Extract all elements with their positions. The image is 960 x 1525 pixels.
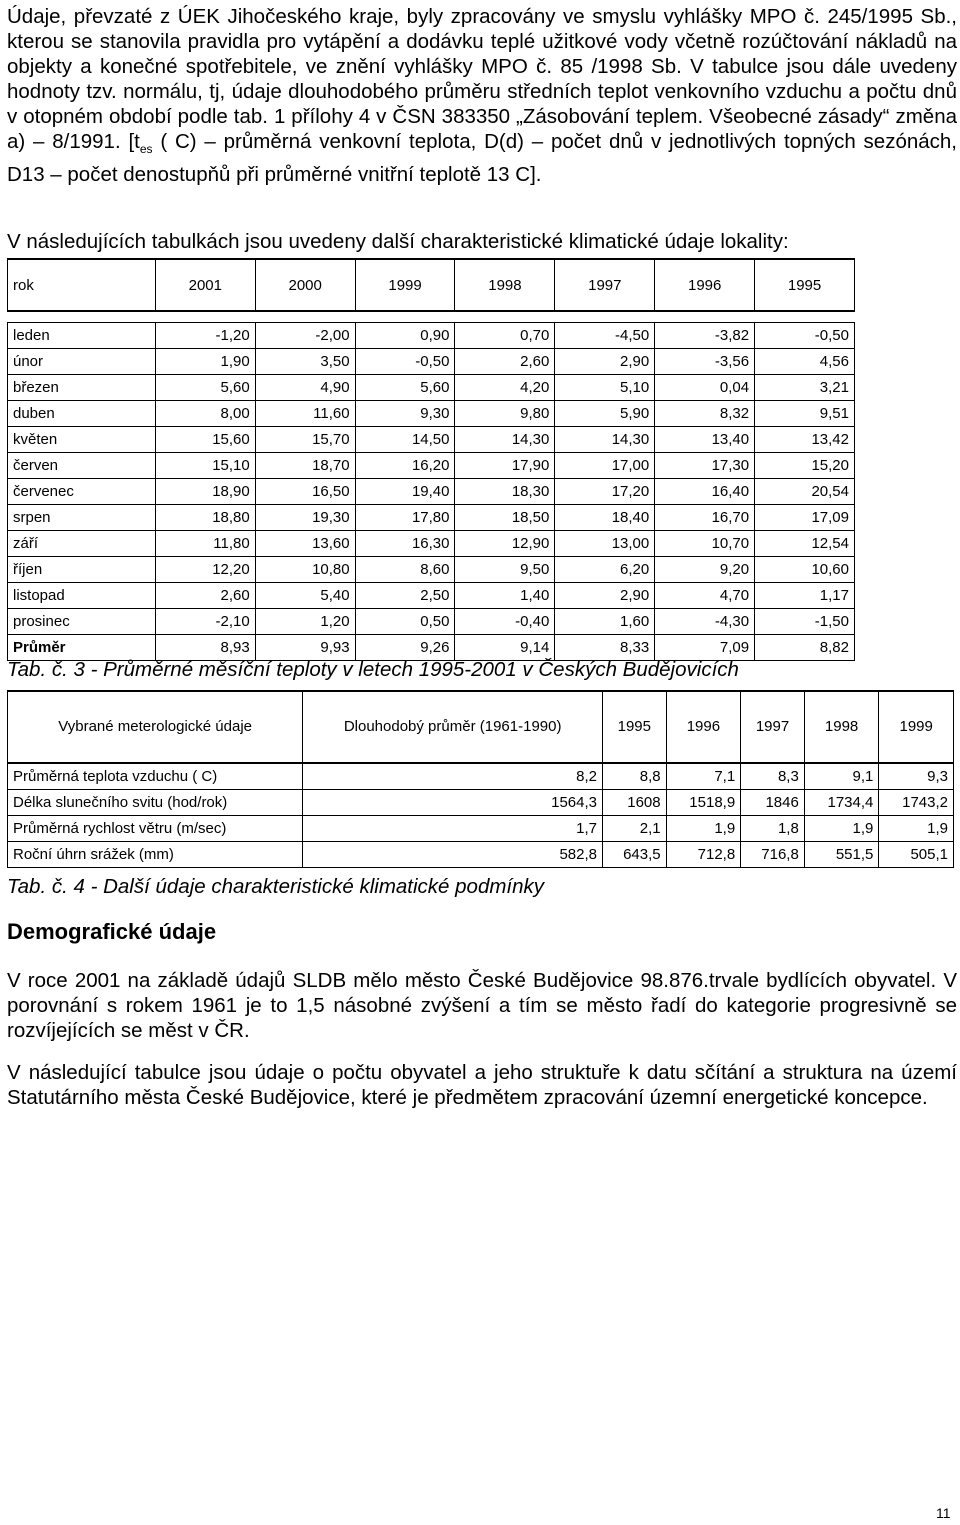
row-label-cell: červen (8, 453, 156, 479)
value-cell: 3,21 (755, 375, 855, 401)
value-cell: -3,82 (655, 323, 755, 349)
header-cell: 1996 (666, 691, 741, 763)
value-cell: 8,3 (741, 763, 805, 790)
value-cell: 9,30 (355, 401, 455, 427)
value-cell: 4,90 (255, 375, 355, 401)
row-label-cell: Průměr (8, 635, 156, 661)
value-cell: 9,26 (355, 635, 455, 661)
table-row (8, 790, 954, 816)
value-cell: 8,60 (355, 557, 455, 583)
tables-lead-text: V následujících tabulkách jsou uvedeny další charakteristické klimatické údaje lokality: (7, 230, 789, 253)
value-cell: -1,50 (755, 609, 855, 635)
value-cell: 5,60 (355, 375, 455, 401)
value-cell: 1,40 (455, 583, 555, 609)
value-cell: 10,60 (755, 557, 855, 583)
table-row (8, 763, 954, 790)
value-cell: 19,40 (355, 479, 455, 505)
value-cell: 8,2 (303, 763, 603, 790)
table-header-row (8, 691, 954, 763)
demographics-paragraph-1: V roce 2001 na základě údajů SLDB mělo město České Budějovice 98.876.trvale bydlících obyvatel. V porovnání s rokem 1961 je to 1,5 násobné zvýšení a tím se město řadí do kategorie progresivně se rozvíjejících se měst v ČR. (7, 969, 957, 1042)
value-cell: 0,50 (355, 609, 455, 635)
value-cell: 18,40 (555, 505, 655, 531)
row-label-cell: březen (8, 375, 156, 401)
row-label-cell: leden (8, 323, 156, 349)
table-row (8, 635, 855, 661)
value-cell: 505,1 (879, 842, 954, 868)
table-row (8, 427, 855, 453)
table-row (8, 323, 855, 349)
spacer-cell (655, 311, 755, 323)
spacer-cell (255, 311, 355, 323)
value-cell: 7,1 (666, 763, 741, 790)
value-cell: 1846 (741, 790, 805, 816)
value-cell: 8,32 (655, 401, 755, 427)
table4-caption: Tab. č. 4 - Další údaje charakteristické klimatické podmínky (7, 875, 545, 898)
value-cell: 12,20 (155, 557, 255, 583)
spacer-cell (8, 311, 156, 323)
value-cell: 17,09 (755, 505, 855, 531)
value-cell: 1,9 (879, 816, 954, 842)
table-header-row (8, 259, 855, 311)
value-cell: 12,54 (755, 531, 855, 557)
row-label-cell: září (8, 531, 156, 557)
value-cell: 16,70 (655, 505, 755, 531)
table-row (8, 531, 855, 557)
header-cell: 1999 (879, 691, 954, 763)
row-label-cell: duben (8, 401, 156, 427)
table-row (8, 375, 855, 401)
value-cell: 15,60 (155, 427, 255, 453)
value-cell: 13,40 (655, 427, 755, 453)
value-cell: -0,50 (355, 349, 455, 375)
table-row (8, 453, 855, 479)
value-cell: 19,30 (255, 505, 355, 531)
row-label-cell: listopad (8, 583, 156, 609)
value-cell: 2,90 (555, 349, 655, 375)
value-cell: 10,80 (255, 557, 355, 583)
header-cell: 1997 (555, 259, 655, 311)
value-cell: 16,20 (355, 453, 455, 479)
value-cell: 2,60 (155, 583, 255, 609)
header-cell: 1999 (355, 259, 455, 311)
value-cell: 551,5 (804, 842, 879, 868)
value-cell: 17,30 (655, 453, 755, 479)
value-cell: 13,60 (255, 531, 355, 557)
value-cell: 17,20 (555, 479, 655, 505)
value-cell: 13,42 (755, 427, 855, 453)
value-cell: 9,80 (455, 401, 555, 427)
value-cell: 16,30 (355, 531, 455, 557)
subscript-es: es (139, 142, 153, 157)
header-cell: 2001 (155, 259, 255, 311)
value-cell: 17,80 (355, 505, 455, 531)
value-cell: 14,50 (355, 427, 455, 453)
monthly-temperature-table (7, 258, 855, 661)
row-label-cell: Roční úhrn srážek (mm) (8, 842, 303, 868)
value-cell: 9,1 (804, 763, 879, 790)
value-cell: 15,10 (155, 453, 255, 479)
header-cell: 1998 (455, 259, 555, 311)
table-row (8, 505, 855, 531)
value-cell: 18,80 (155, 505, 255, 531)
table-row (8, 479, 855, 505)
value-cell: -2,10 (155, 609, 255, 635)
value-cell: 15,70 (255, 427, 355, 453)
value-cell: -0,40 (455, 609, 555, 635)
row-label-cell: červenec (8, 479, 156, 505)
row-label-cell: říjen (8, 557, 156, 583)
value-cell: 1,17 (755, 583, 855, 609)
value-cell: 20,54 (755, 479, 855, 505)
spacer-cell (155, 311, 255, 323)
table-row (8, 401, 855, 427)
value-cell: -4,50 (555, 323, 655, 349)
table-row (8, 583, 855, 609)
value-cell: 582,8 (303, 842, 603, 868)
value-cell: -3,56 (655, 349, 755, 375)
value-cell: 5,40 (255, 583, 355, 609)
header-cell: Vybrané meterologické údaje (8, 691, 303, 763)
value-cell: 17,00 (555, 453, 655, 479)
value-cell: 4,56 (755, 349, 855, 375)
value-cell: 14,30 (455, 427, 555, 453)
value-cell: 2,60 (455, 349, 555, 375)
value-cell: 5,90 (555, 401, 655, 427)
value-cell: 1518,9 (666, 790, 741, 816)
value-cell: 13,00 (555, 531, 655, 557)
value-cell: 9,50 (455, 557, 555, 583)
value-cell: 1,20 (255, 609, 355, 635)
value-cell: 8,8 (603, 763, 667, 790)
value-cell: 643,5 (603, 842, 667, 868)
row-label-cell: květen (8, 427, 156, 453)
row-label-cell: prosinec (8, 609, 156, 635)
value-cell: 0,90 (355, 323, 455, 349)
value-cell: 11,60 (255, 401, 355, 427)
value-cell: 716,8 (741, 842, 805, 868)
value-cell: 18,50 (455, 505, 555, 531)
value-cell: 1743,2 (879, 790, 954, 816)
spacer-cell (355, 311, 455, 323)
value-cell: -1,20 (155, 323, 255, 349)
value-cell: 9,51 (755, 401, 855, 427)
table-row (8, 816, 954, 842)
row-label-cell: Průměrná rychlost větru (m/sec) (8, 816, 303, 842)
value-cell: -0,50 (755, 323, 855, 349)
value-cell: 0,70 (455, 323, 555, 349)
intro-paragraph: Údaje, převzaté z ÚEK Jihočeského kraje, byly zpracovány ve smyslu vyhlášky MPO č. 245/1995 Sb., kterou se stanovila pravidla pro vytápění a dodávku teplé užitkové vody včetně rozúčtování nákladů na objekty a konečné spotřebitele, ve znění vyhlášky MPO č. 85 /1998 Sb. V tabulce jsou dále uvedeny hodnoty tzv. normálu, tj, údaje dlouhodobého průměru středních teplot venkovního vzduchu a počtu dnů v otopném období podle tab. 1 přílohy 4 v ČSN 383350 „Zásobování teplem. Všeobecné zásady“ změna a) – 8/1991. [$t_{es}$ ( C) – průměrná venkovní teplota, D(d) – počet dnů v jednotlivých topných sezónách, D13 – počet denostupňů při průměrné vnitřní teplotě 13 C]. (7, 5, 957, 187)
value-cell: 2,1 (603, 816, 667, 842)
value-cell: 12,90 (455, 531, 555, 557)
value-cell: 1,9 (666, 816, 741, 842)
value-cell: 5,10 (555, 375, 655, 401)
value-cell: 4,20 (455, 375, 555, 401)
table-row (8, 349, 855, 375)
value-cell: 17,90 (455, 453, 555, 479)
header-cell: 1995 (603, 691, 667, 763)
header-cell: 1997 (741, 691, 805, 763)
spacer-cell (455, 311, 555, 323)
value-cell: 3,50 (255, 349, 355, 375)
header-cell: rok (8, 259, 156, 311)
value-cell: 2,50 (355, 583, 455, 609)
value-cell: 712,8 (666, 842, 741, 868)
value-cell: 2,90 (555, 583, 655, 609)
spacer-cell (555, 311, 655, 323)
header-cell: 2000 (255, 259, 355, 311)
row-label-cell: Průměrná teplota vzduchu ( C) (8, 763, 303, 790)
value-cell: 8,82 (755, 635, 855, 661)
value-cell: 8,00 (155, 401, 255, 427)
value-cell: 9,20 (655, 557, 755, 583)
value-cell: 15,20 (755, 453, 855, 479)
value-cell: -4,30 (655, 609, 755, 635)
value-cell: 1,90 (155, 349, 255, 375)
value-cell: 1,9 (804, 816, 879, 842)
value-cell: 18,90 (155, 479, 255, 505)
value-cell: 6,20 (555, 557, 655, 583)
value-cell: 16,50 (255, 479, 355, 505)
value-cell: 1564,3 (303, 790, 603, 816)
table-row (8, 609, 855, 635)
header-cell: 1998 (804, 691, 879, 763)
value-cell: 10,70 (655, 531, 755, 557)
header-cell: 1996 (655, 259, 755, 311)
table-row (8, 557, 855, 583)
demographics-paragraph-2: V následující tabulce jsou údaje o počtu obyvatel a jeho struktuře k datu sčítání a struktura na území Statutárního města České Budějovice, které je předmětem zpracování územní energetické koncepce. (7, 1061, 957, 1109)
value-cell: 7,09 (655, 635, 755, 661)
row-label-cell: Délka slunečního svitu (hod/rok) (8, 790, 303, 816)
value-cell: 1,8 (741, 816, 805, 842)
demographics-heading: Demografické údaje (7, 919, 217, 944)
row-label-cell: únor (8, 349, 156, 375)
table-spacer-row (8, 311, 855, 323)
header-cell: Dlouhodobý průměr (1961-1990) (303, 691, 603, 763)
value-cell: -2,00 (255, 323, 355, 349)
row-label-cell: srpen (8, 505, 156, 531)
value-cell: 4,70 (655, 583, 755, 609)
value-cell: 1734,4 (804, 790, 879, 816)
spacer-cell (755, 311, 855, 323)
value-cell: 8,33 (555, 635, 655, 661)
table-row (8, 842, 954, 868)
header-cell: 1995 (755, 259, 855, 311)
value-cell: 1,7 (303, 816, 603, 842)
page-number: 11 (936, 1505, 951, 1521)
value-cell: 18,30 (455, 479, 555, 505)
value-cell: 1,60 (555, 609, 655, 635)
value-cell: 16,40 (655, 479, 755, 505)
climate-data-table (7, 690, 954, 868)
value-cell: 8,93 (155, 635, 255, 661)
value-cell: 11,80 (155, 531, 255, 557)
value-cell: 9,93 (255, 635, 355, 661)
value-cell: 9,3 (879, 763, 954, 790)
value-cell: 5,60 (155, 375, 255, 401)
value-cell: 14,30 (555, 427, 655, 453)
value-cell: 9,14 (455, 635, 555, 661)
table3-caption: Tab. č. 3 - Průměrné měsíční teploty v letech 1995-2001 v Českých Budějovicích (7, 658, 739, 681)
value-cell: 0,04 (655, 375, 755, 401)
value-cell: 1608 (603, 790, 667, 816)
value-cell: 18,70 (255, 453, 355, 479)
